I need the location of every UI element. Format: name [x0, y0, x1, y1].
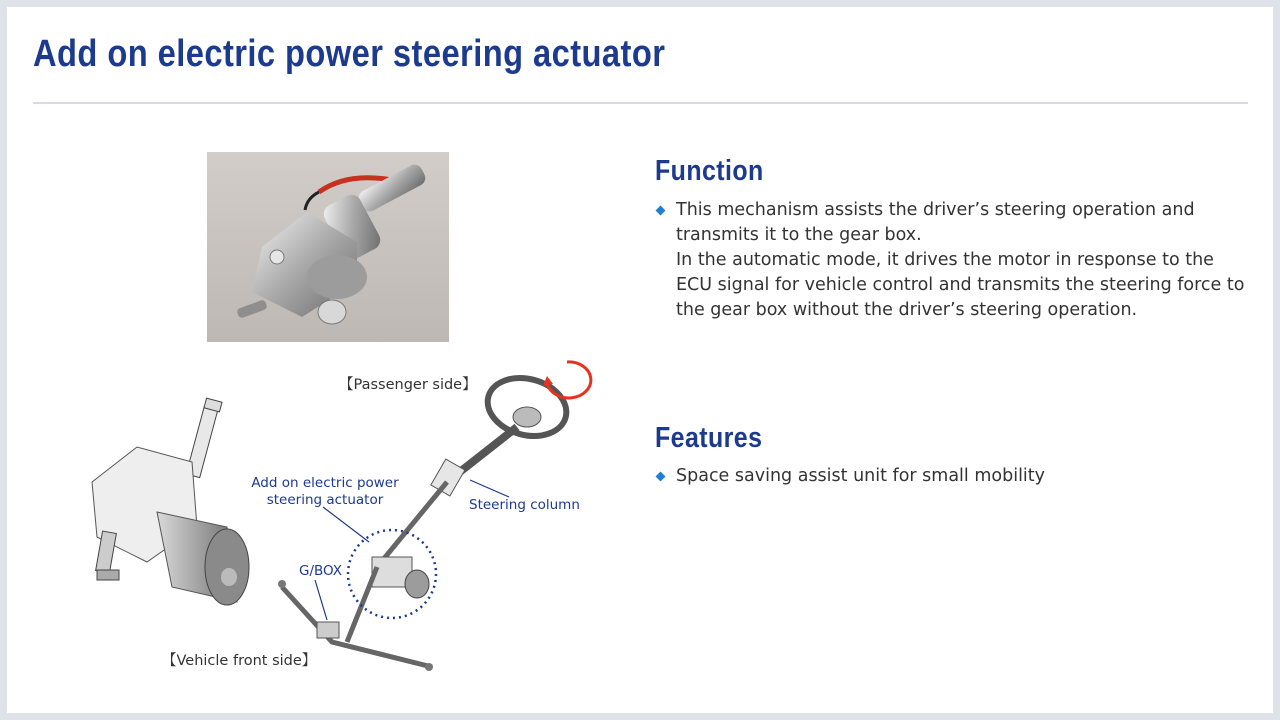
actuator-label: Add on electric power — [251, 475, 399, 491]
title-divider — [33, 102, 1248, 104]
steering-wheel-illustration — [481, 362, 591, 444]
slide — [7, 7, 1273, 713]
features-list — [655, 464, 1255, 489]
passenger-side-label: 【Passenger side】 — [339, 377, 477, 393]
bullet-diamond-icon — [656, 472, 666, 482]
function-list — [655, 198, 1255, 323]
steering-shaft-illustration — [278, 427, 517, 671]
steering-column-label: Steering column — [469, 497, 580, 513]
actuator-label: steering actuator — [266, 492, 384, 508]
gbox-label: G/BOX — [299, 563, 343, 579]
function-bullet — [655, 198, 1255, 323]
function-text: This mechanism assists the driver’s steering operation and transmits it to the gear box. — [676, 200, 1195, 245]
function-heading: Function — [655, 155, 764, 187]
features-text: Space saving assist unit for small mobility — [676, 466, 1046, 486]
actuator-photo — [207, 152, 449, 342]
steering-system-diagram — [77, 352, 597, 692]
features-heading: Features — [655, 422, 763, 454]
function-text: In the automatic mode, it drives the motor in response to the ECU signal for vehicle control and transmits the steering force to the gear box without the driver’s steering operation. — [676, 250, 1245, 320]
vehicle-front-side-label: 【Vehicle front side】 — [162, 653, 317, 669]
features-bullet — [655, 464, 1255, 489]
bullet-diamond-icon — [656, 206, 666, 216]
actuator-illustration — [92, 398, 249, 605]
page-title: Add on electric power steering actuator — [33, 33, 666, 75]
